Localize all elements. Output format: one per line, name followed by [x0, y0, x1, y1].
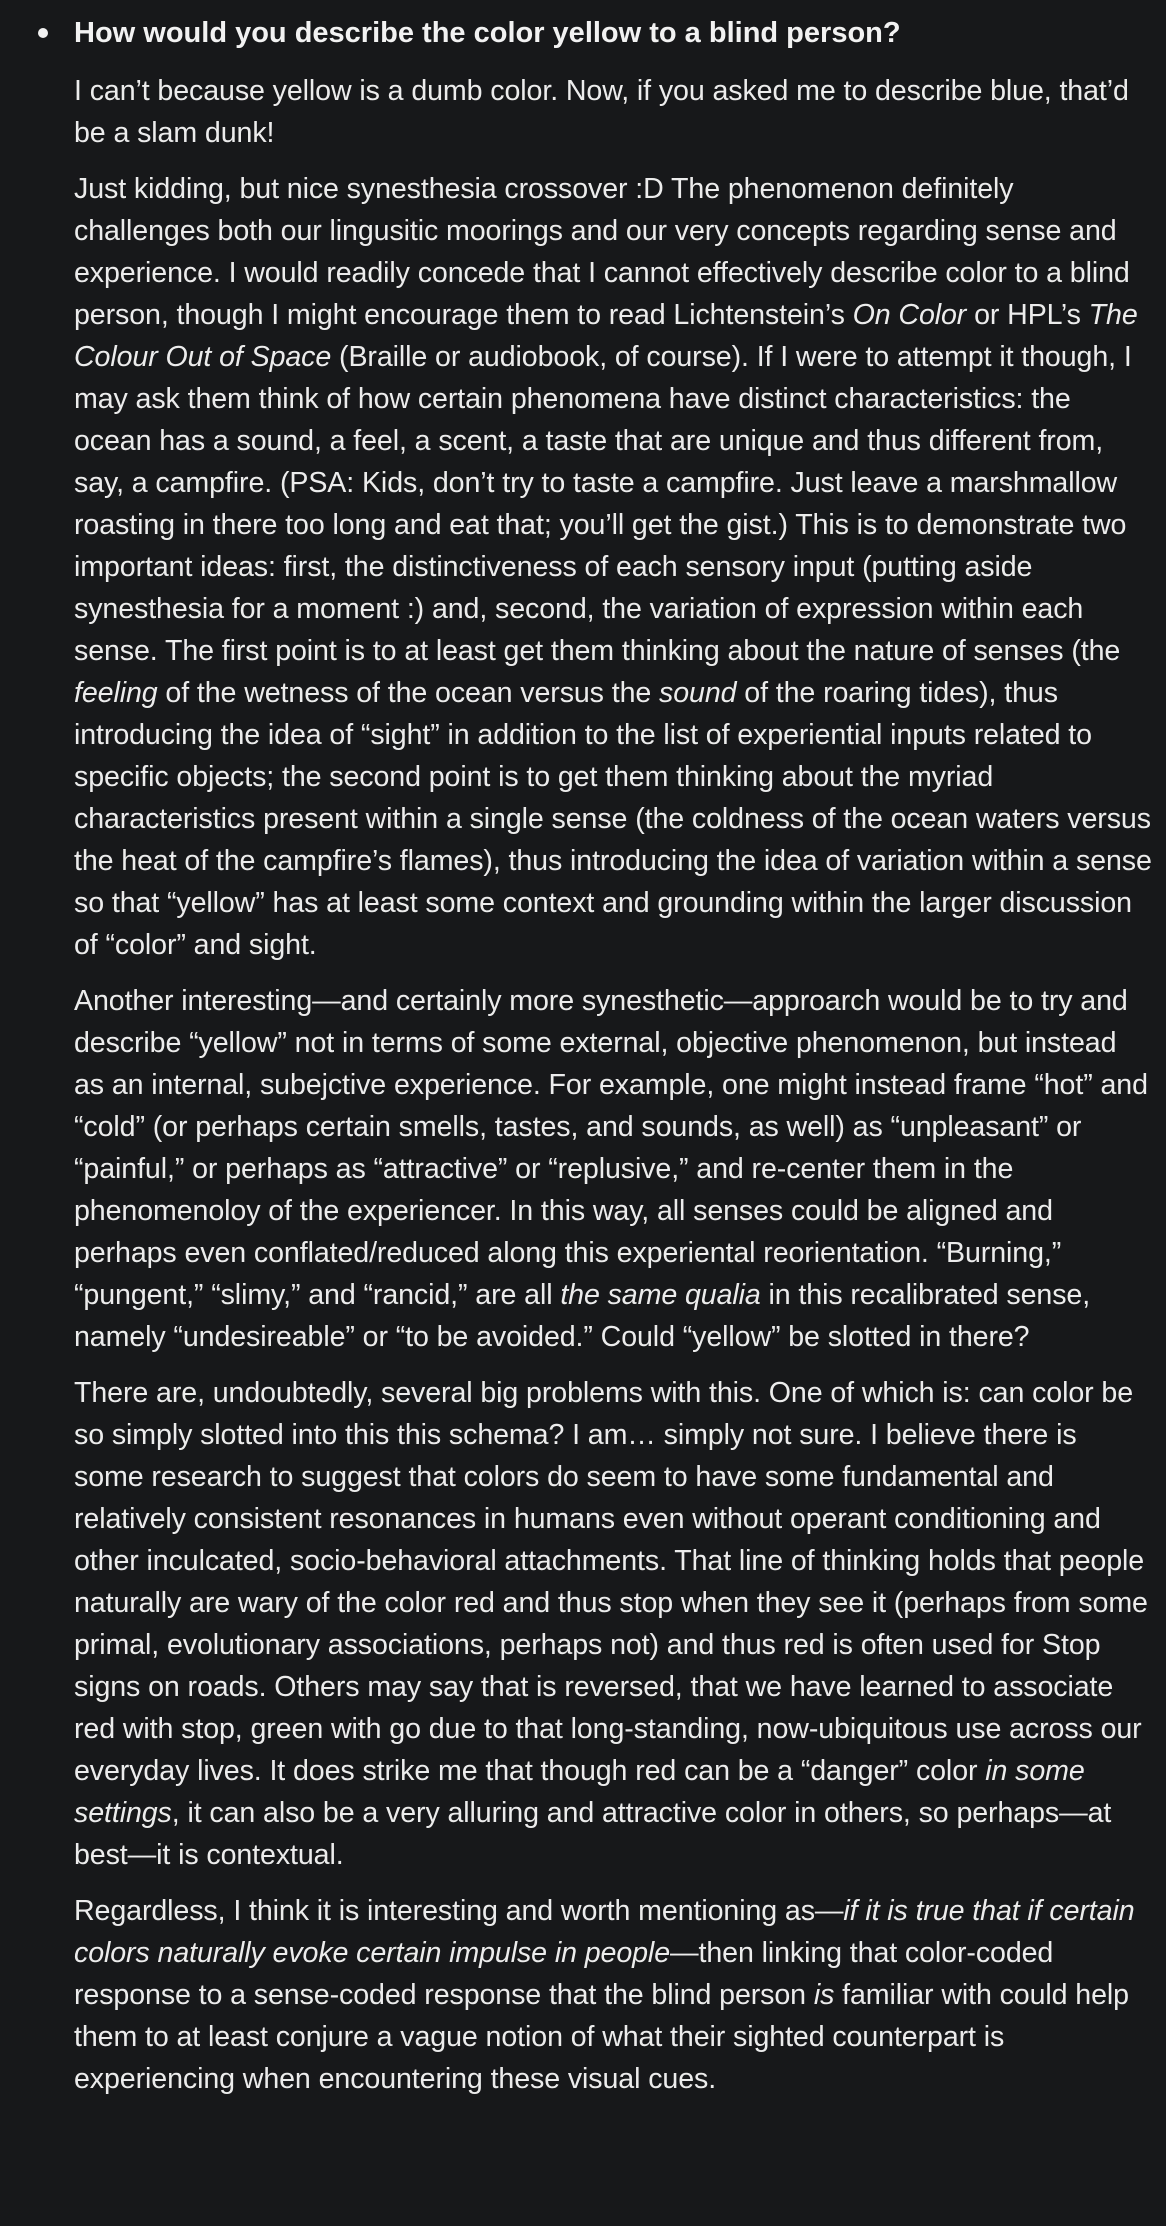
text-run: (Braille or audiobook, of course). If I were to attempt it though, I may ask them think of how certain phenomena have distinct characteristics: the ocean has a sound, a feel, a scent, a taste that are unique and thus different from, say, a campfire. (PSA: Kids, don’t try to taste a campfire. Just leave a marshmallow roasting in there too long and eat that; you’ll get the gist.) This is to demonstrate two important ideas: first, the distinctiveness of each sensory input (putting aside synesthesia for a moment :) and, second, the variation of expression within each sense. The first point is to at least get them thinking about the nature of senses (the — [74, 341, 1132, 667]
bullet-icon — [38, 28, 48, 38]
paragraph-4 — [74, 1372, 1152, 1876]
text-run: There are, undoubtedly, several big problems with this. One of which is: can color be so simply slotted into this this schema? I am… simply not sure. I believe there is some research to suggest that colors do seem to have some fundamental and relatively consistent resonances in humans even without operant conditioning and other inculcated, socio-behavioral attachments. That line of thinking holds that people naturally are wary of the color red and thus stop when they see it (perhaps from some primal, evolutionary associations, perhaps not) and thus red is often used for Stop signs on roads. Others may say that is reversed, that we have learned to associate red with stop, green with go due to that long-standing, now-ubiquitous use across our everyday lives. It does strike me that though red can be a “danger” color — [74, 1377, 1148, 1787]
paragraph-1: I can’t because yellow is a dumb color. Now, if you asked me to describe blue, that’d be a slam dunk! — [74, 75, 1129, 149]
italic-feeling: feeling — [74, 677, 158, 709]
italic-title-colour-out-of-space: The Colour Out of Space — [74, 299, 1138, 373]
italic-conditional-clause: if it is true that if certain colors naturally evoke certain impulse in people — [74, 1895, 1135, 1969]
text-run: —then linking that color-coded response to a sense-coded response that the blind person — [74, 1937, 1054, 2011]
paragraph-3 — [74, 980, 1152, 1358]
italic-title-on-color: On Color — [852, 299, 967, 331]
text-run: of the wetness of the ocean versus the — [157, 677, 660, 709]
text-run: or HPL’s — [966, 299, 1089, 331]
paragraph-2 — [74, 168, 1152, 966]
italic-same-qualia: the same qualia — [560, 1279, 761, 1311]
text-run: familiar with could help them to at least conjure a vague notion of what their sighted counterpart is experiencing when encountering these visual cues. — [74, 1979, 1129, 2095]
italic-sound: sound — [659, 677, 737, 709]
italic-is: is — [813, 1979, 835, 2011]
text-run: Just kidding, but nice synesthesia crossover :D The phenomenon definitely challenges both our lingusitic moorings and our very concepts regarding sense and experience. I would readily concede that I cannot effectively describe color to a blind person, though I might encourage them to read Lichtenstein’s — [74, 173, 1130, 331]
text-run: Another interesting—and certainly more synesthetic—approarch would be to try and describe “yellow” not in terms of some external, objective phenomenon, but instead as an internal, subejctive experience. For example, one might instead frame “hot” and “cold” (or perhaps certain smells, tastes, and sounds, as well) as “unpleasant” or “painful,” or perhaps as “attractive” or “replusive,” and re-center them in the phenomenoloy of the experiencer. In this way, all senses could be aligned and perhaps even conflated/reduced along this experiental reorientation. “Burning,” “pungent,” “slimy,” and “rancid,” are all — [74, 985, 1148, 1311]
question-heading: How would you describe the color yellow to a blind person? — [74, 17, 901, 49]
text-run: Regardless, I think it is interesting and worth mentioning as— — [74, 1895, 844, 1927]
text-run: in this recalibrated sense, namely “undesireable” or “to be avoided.” Could “yellow” be slotted in there? — [74, 1279, 1091, 1353]
text-run: , it can also be a very alluring and attractive color in others, so perhaps—at best—it is contextual. — [74, 1797, 1112, 1871]
italic-in-some-settings: in some settings — [74, 1755, 1085, 1829]
text-run: of the roaring tides), thus introducing the idea of “sight” in addition to the list of experiential inputs related to specific objects; the second point is to get them thinking about the myriad characteristics present within a single sense (the coldness of the ocean waters versus the heat of the campfire’s flames), thus introducing the idea of variation within a sense so that “yellow” has at least some context and grounding within the larger discussion of “color” and sight. — [74, 677, 1152, 961]
paragraph-5 — [74, 1890, 1152, 2100]
